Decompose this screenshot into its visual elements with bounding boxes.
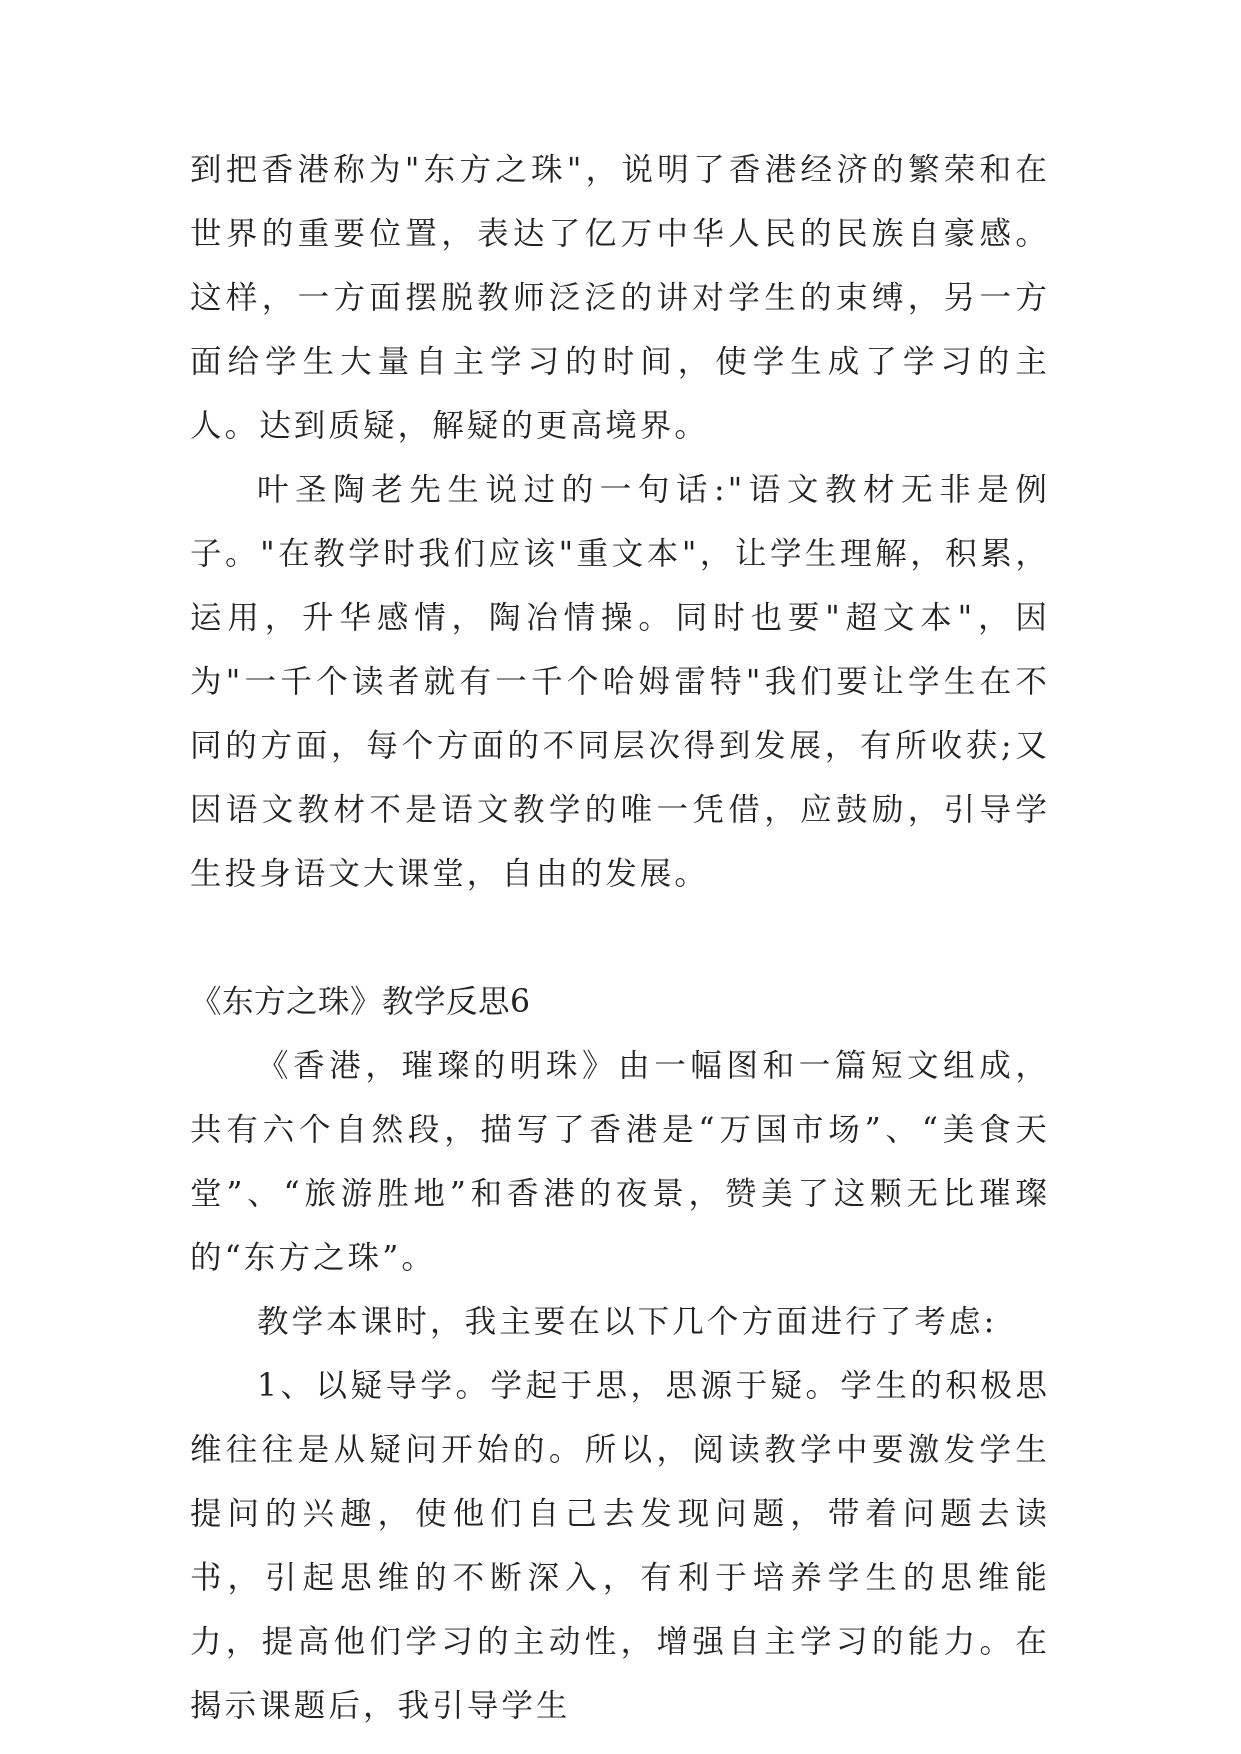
paragraph-4: 教学本课时，我主要在以下几个方面进行了考虑:	[257, 1304, 998, 1340]
paragraph-5: 1、以疑导学。学起于思，思源于疑。学生的积极思维往往是从疑问开始的。所以，阅读教学中要激发学生提问的兴趣，使他们自己去发现问题，带着问题去读书，引起思维的不断深入，有利于培养学生的思维能力，提高他们学习的主动性，增强自主学习的能力。在揭示课题后，我引导学生	[190, 1368, 1050, 1724]
paragraph-1: 到把香港称为"东方之珠"，说明了香港经济的繁荣和在世界的重要位置，表达了亿万中华人民的民族自豪感。这样，一方面摆脱教师泛泛的讲对学生的束缚，另一方面给学生大量自主学习的时间，使学生成了学习的主人。达到质疑，解疑的更高境界。	[190, 152, 1050, 444]
section-gap	[190, 906, 1050, 970]
paragraph-2: 叶圣陶老先生说过的一句话:"语文教材无非是例子。"在教学时我们应该"重文本"，让学生理解，积累，运用，升华感情，陶冶情操。同时也要"超文本"，因为"一千个读者就有一千个哈姆雷特"我们要让学生在不同的方面，每个方面的不同层次得到发展，有所收获;又因语文教材不是语文教学的唯一凭借，应鼓励，引导学生投身语文大课堂，自由的发展。	[190, 472, 1050, 892]
section-heading: 《东方之珠》教学反思6	[190, 984, 531, 1020]
document-body	[190, 138, 1050, 1738]
paragraph-3: 《香港，璀璨的明珠》由一幅图和一篇短文组成，共有六个自然段，描写了香港是“万国市场”、“美食天堂”、“旅游胜地”和香港的夜景，赞美了这颗无比璀璨的“东方之珠”。	[190, 1048, 1050, 1276]
